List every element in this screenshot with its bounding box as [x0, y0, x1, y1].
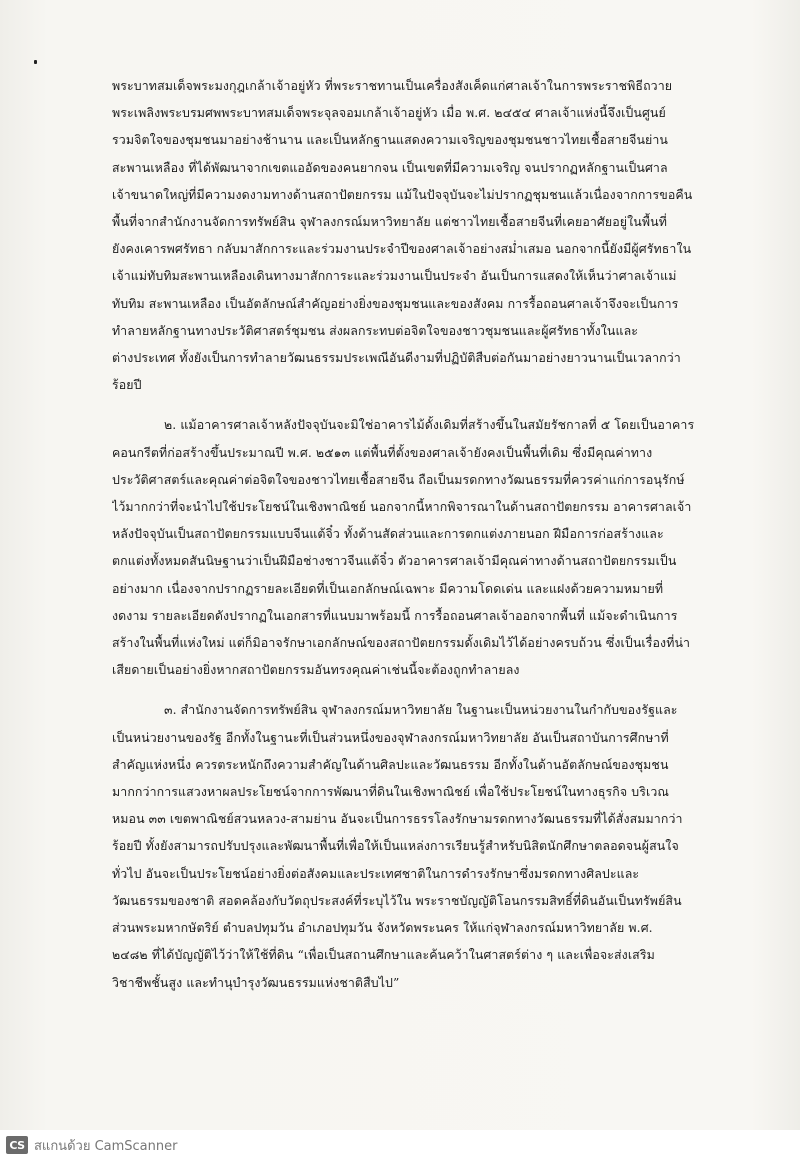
text-line: อย่างมาก เนื่องจากปรากฏรายละเอียดที่เป็นเอกลักษณ์เฉพาะ มีความโดดเด่น และแฝงด้วยความหมายที่ [112, 580, 664, 596]
camscanner-label: สแกนด้วย CamScanner [34, 1138, 178, 1154]
text-line: สะพานเหลือง ที่ได้พัฒนาจากเขตแออัดของคนยากจน เป็นเขตที่มีความเจริญ จนปรากฏหลักฐานเป็นศาล [112, 159, 668, 175]
text-line: พื้นที่จากสำนักงานจัดการทรัพย์สิน จุฬาลงกรณ์มหาวิทยาลัย แต่ชาวไทยเชื้อสายจีนที่เคยอาศัยอยู่ในพื้นที่ [112, 214, 667, 230]
text-line: มากกว่าการแสวงหาผลประโยชน์จากการพัฒนาที่ดินในเชิงพาณิชย์ เพื่อใช้ประโยชน์ในทางธุรกิจ บริเวณ [112, 784, 670, 800]
document-body [112, 72, 712, 996]
scan-speck [34, 60, 37, 64]
text-line: สำคัญแห่งหนึ่ง ควรตระหนักถึงความสำคัญในด้านศิลปะและวัฒนธรรม อีกทั้งในด้านอัตลักษณ์ของชุมชน [112, 756, 669, 772]
text-line: วิชาชีพชั้นสูง และทำนุบำรุงวัฒนธรรมแห่งชาติสืบไป” [112, 974, 400, 990]
paragraph-2 [112, 411, 712, 683]
text-line: เจ้าแม่ทับทิมสะพานเหลืองเดินทางมาสักการะและร่วมงานเป็นประจำ อันเป็นการแสดงให้เห็นว่าศาลเจ้าแม่ [112, 268, 677, 284]
text-line: ๒. แม้อาคารศาลเจ้าหลังปัจจุบันจะมิใช่อาคารไม้ดั้งเดิมที่สร้างขึ้นในสมัยรัชกาลที่ ๕ โดยเป็นอาคาร [164, 417, 695, 433]
camscanner-logo-icon: CS [6, 1136, 28, 1154]
text-line: พระบาทสมเด็จพระมงกุฎเกล้าเจ้าอยู่หัว ที่พระราชทานเป็นเครื่องสังเค็ดแก่ศาลเจ้าในการพระราชพิธีถวาย [112, 78, 673, 93]
text-line: ประวัติศาสตร์และคุณค่าต่อจิตใจของชาวไทยเชื้อสายจีน ถือเป็นมรดกทางวัฒนธรรมที่ควรค่าแก่การอนุรักษ์ [112, 471, 685, 487]
text-line: ไว้มากกว่าที่จะนำไปใช้ประโยชน์ในเชิงพาณิชย์ นอกจากนี้หากพิจารณาในด้านสถาปัตยกรรม อาคารศาลเจ้า [112, 499, 692, 515]
text-line: ร้อยปี [112, 377, 142, 393]
camscanner-footer [0, 1130, 800, 1160]
text-line: ร้อยปี ทั้งยังสามารถปรับปรุงและพัฒนาพื้นที่เพื่อให้เป็นแหล่งการเรียนรู้สำหรับนิสิตนักศึกษาตลอดจนผู้สนใจ [112, 838, 679, 854]
text-line: สร้างในพื้นที่แห่งใหม่ แต่ก็มิอาจรักษาเอกลักษณ์ของสถาปัตยกรรมดั้งเดิมไว้ได้อย่างครบถ้วน ซึ่งเป็นเรื่องที่น่า [112, 635, 691, 651]
text-line: ยังคงเคารพศรัทธา กลับมาสักการะและร่วมงานประจำปีของศาลเจ้าอย่างสม่ำเสมอ นอกจากนี้ยังมีผู้ศรัทธาใน [112, 241, 692, 257]
text-line: ตกแต่งทั้งหมดสันนิษฐานว่าเป็นฝีมือช่างชาวจีนแต้จิ๋ว ตัวอาคารศาลเจ้ามีคุณค่าทางด้านสถาปัตยกรรมเป็น [112, 553, 677, 569]
text-line: รวมจิตใจของชุมชนมาอย่างช้านาน และเป็นหลักฐานแสดงความเจริญของชุมชนชาวไทยเชื้อสายจีนย่าน [112, 132, 668, 148]
text-line: หลังปัจจุบันเป็นสถาปัตยกรรมแบบจีนแต้จิ๋ว ทั้งด้านสัดส่วนและการตกแต่งภายนอก ฝีมือการก่อสร้างและ [112, 526, 664, 542]
text-line: เป็นหน่วยงานของรัฐ อีกทั้งในฐานะที่เป็นส่วนหนึ่งของจุฬาลงกรณ์มหาวิทยาลัย อันเป็นสถาบันการศึกษาที่ [112, 729, 669, 745]
text-line: คอนกรีตที่ก่อสร้างขึ้นประมาณปี พ.ศ. ๒๕๑๓ แต่พื้นที่ตั้งของศาลเจ้ายังคงเป็นพื้นที่เดิม ซึ่งมีคุณค่าทาง [112, 444, 653, 460]
text-line: ต่างประเทศ ทั้งยังเป็นการทำลายวัฒนธรรมประเพณีอันดีงามที่ปฏิบัติสืบต่อกันมาอย่างยาวนานเป็นเวลากว่า [112, 350, 681, 366]
text-line: ๓. สำนักงานจัดการทรัพย์สิน จุฬาลงกรณ์มหาวิทยาลัย ในฐานะเป็นหน่วยงานในกำกับของรัฐและ [164, 702, 678, 718]
text-line: พระเพลิงพระบรมศพพระบาทสมเด็จพระจุลจอมเกล้าเจ้าอยู่หัว เมื่อ พ.ศ. ๒๔๕๔ ศาลเจ้าแห่งนี้จึงเป็นศูนย์ [112, 105, 666, 121]
paragraph-3 [112, 696, 712, 995]
text-line: เจ้าขนาดใหญ่ที่มีความงดงามทางด้านสถาปัตยกรรม แม้ในปัจจุบันจะไม่ปรากฏชุมชนแล้วเนื่องจากการขอคืน [112, 186, 693, 202]
text-line: งดงาม รายละเอียดดังปรากฏในเอกสารที่แนบมาพร้อมนี้ การรื้อถอนศาลเจ้าออกจากพื้นที่ แม้จะดำเนินการ [112, 607, 678, 623]
text-line: หมอน ๓๓ เขตพาณิชย์สวนหลวง-สามย่าน อันจะเป็นการธรรโลงรักษามรดกทางวัฒนธรรมที่ได้สั่งสมมากว่า [112, 811, 683, 827]
text-line: ทั่วไป อันจะเป็นประโยชน์อย่างยิ่งต่อสังคมและประเทศชาติในการดำรงรักษาซึ่งมรดกทางศิลปะและ [112, 865, 640, 881]
text-line: วัฒนธรรมของชาติ สอดคล้องกับวัตถุประสงค์ที่ระบุไว้ใน พระราชบัญญัติโอนกรรมสิทธิ์ที่ดินอันเป็นทรัพย์สิน [112, 892, 682, 908]
text-line: ส่วนพระมหากษัตริย์ ตำบลปทุมวัน อำเภอปทุมวัน จังหวัดพระนคร ให้แก่จุฬาลงกรณ์มหาวิทยาลัย พ.ศ. [112, 920, 653, 936]
text-line: ๒๔๘๒ ที่ได้บัญญัติไว้ว่าให้ใช้ที่ดิน “เพื่อเป็นสถานศึกษาและค้นคว้าในศาสตร์ต่าง ๆ และเพื่อจะส่งเสริม [112, 947, 655, 963]
text-line: ทับทิม สะพานเหลือง เป็นอัตลักษณ์สำคัญอย่างยิ่งของชุมชนและของสังคม การรื้อถอนศาลเจ้าจึงจะเป็นการ [112, 295, 679, 311]
paragraph-1 [112, 72, 712, 398]
text-line: เสียดายเป็นอย่างยิ่งหากสถาปัตยกรรมอันทรงคุณค่าเช่นนี้จะต้องถูกทำลายลง [112, 662, 520, 678]
text-line: ทำลายหลักฐานทางประวัติศาสตร์ชุมชน ส่งผลกระทบต่อจิตใจของชาวชุมชนและผู้ศรัทธาทั้งในและ [112, 322, 639, 338]
